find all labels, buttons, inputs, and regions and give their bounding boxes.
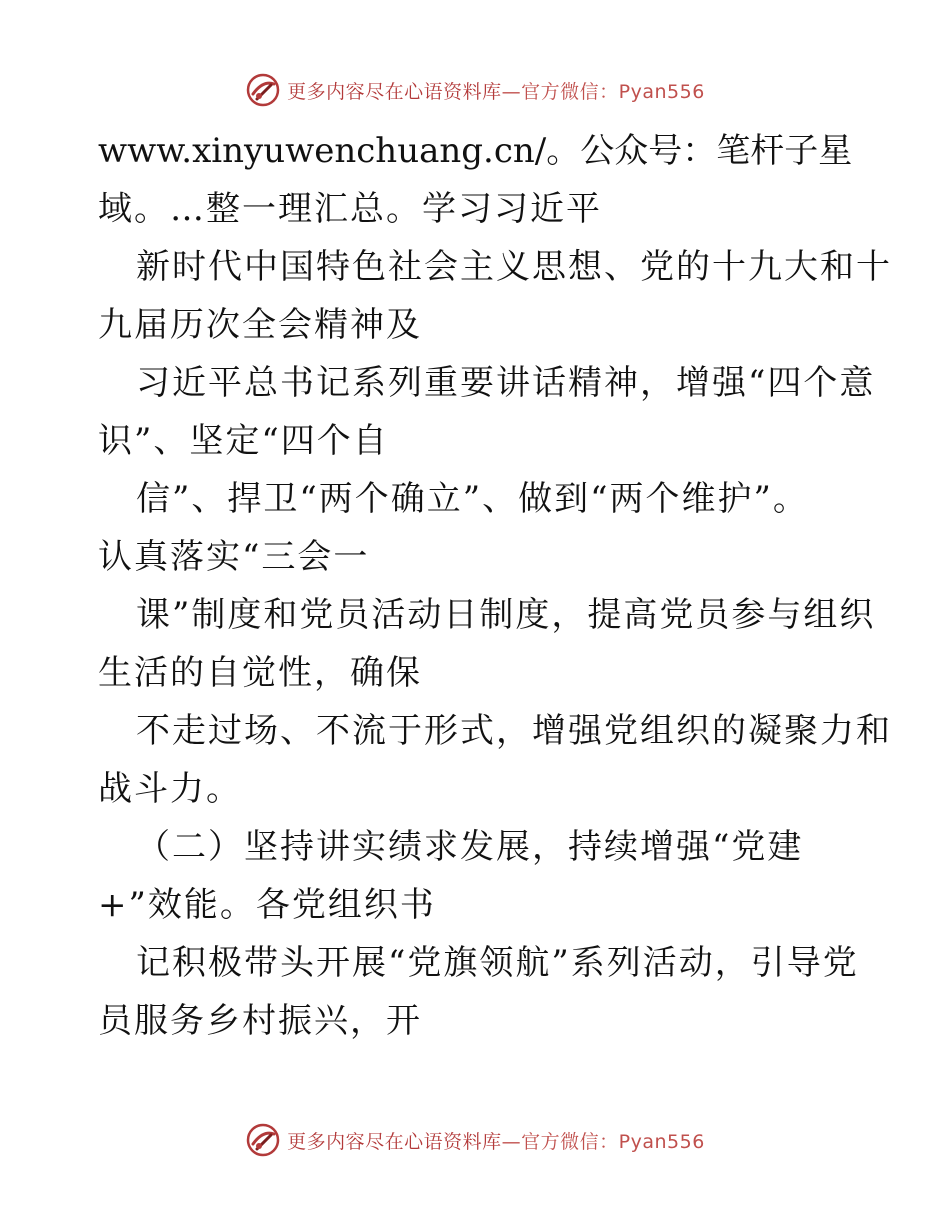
- text-line: （二）坚持讲实绩求发展，持续增强“党建: [136, 827, 804, 867]
- header-site-name: 更多内容尽在心语资料库: [287, 80, 502, 103]
- page-footer-banner: [0, 1120, 950, 1160]
- text-line: 不走过场、不流于形式，增强党组织的凝聚力和: [136, 711, 892, 751]
- text-line: 新时代中国特色社会主义思想、党的十九大和十: [136, 247, 892, 287]
- footer-banner-text: [287, 1127, 705, 1154]
- text-line: 生活的自觉性，确保: [98, 653, 422, 693]
- text-line: +”效能。各党组织书: [98, 885, 436, 925]
- document-body: [98, 122, 892, 1050]
- text-line: 记积极带头开展“党旗领航”系列活动，引导党: [136, 943, 859, 983]
- text-line: 战斗力。: [98, 769, 242, 809]
- text-line: 习近平总书记系列重要讲话精神，增强“四个意: [136, 363, 876, 403]
- text-line: 九届历次全会精神及: [98, 305, 422, 345]
- text-line: 信”、捍卫“两个确立”、做到“两个维护”。: [136, 479, 809, 519]
- header-banner-text: [287, 77, 705, 104]
- footer-site-name: 更多内容尽在心语资料库: [287, 1130, 502, 1153]
- footer-wechat-id: —官方微信：Pyan556: [501, 1130, 705, 1153]
- text-line: 课”制度和党员活动日制度，提高党员参与组织: [136, 595, 876, 635]
- text-line: www.xinyuwenchuang.cn/。公众号：笔杆子星: [98, 131, 853, 171]
- text-line: 认真落实“三会一: [98, 537, 370, 577]
- text-line: 识”、坚定“四个自: [98, 421, 389, 461]
- brand-logo-icon: [245, 72, 281, 108]
- text-line: 域。…整一理汇总。学习习近平: [98, 189, 602, 229]
- brand-logo-icon: [245, 1122, 281, 1158]
- header-wechat-id: —官方微信：Pyan556: [501, 80, 705, 103]
- text-line: 员服务乡村振兴，开: [98, 1001, 422, 1041]
- page-header-banner: [0, 70, 950, 110]
